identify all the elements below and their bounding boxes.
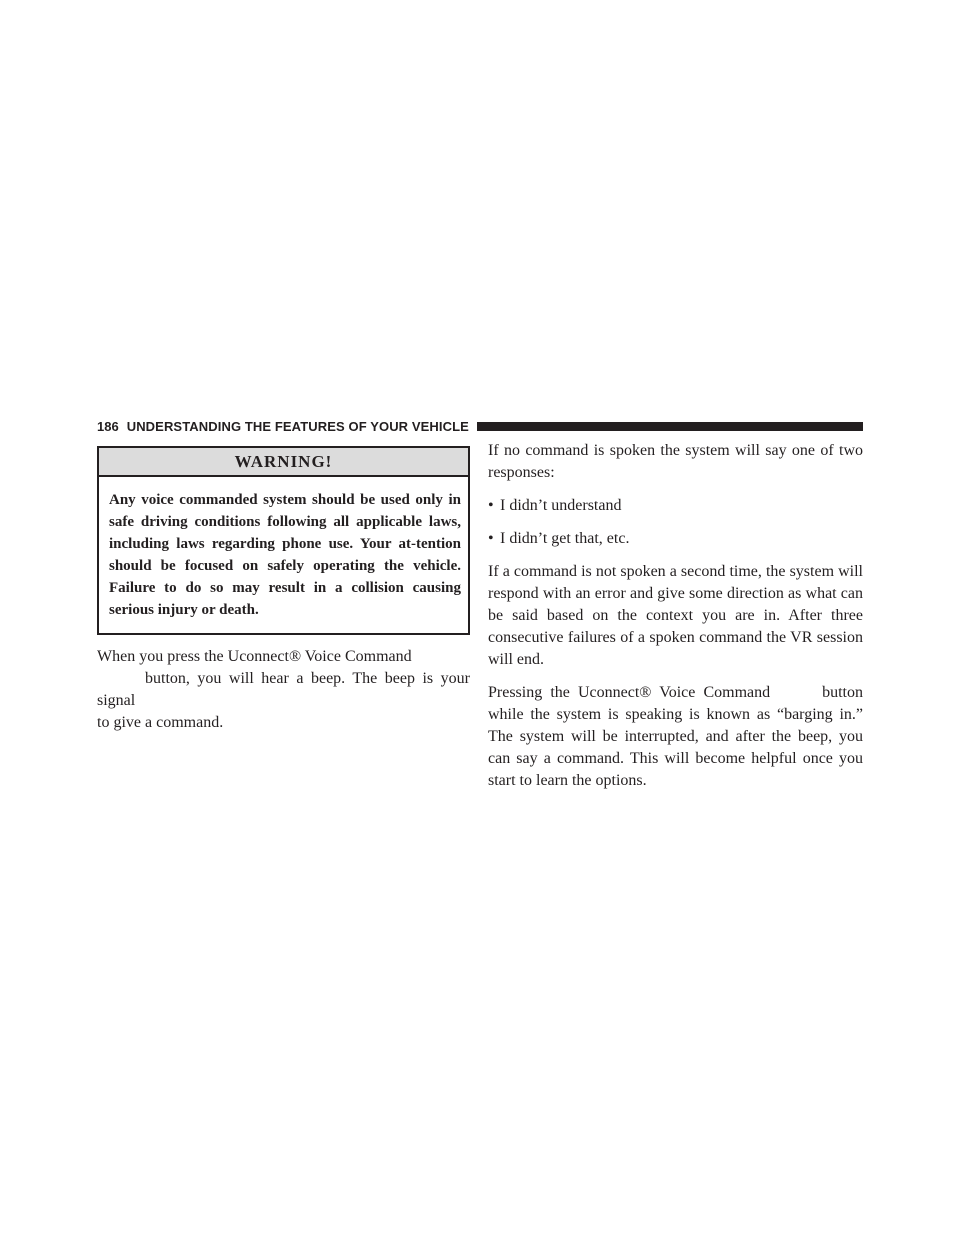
voice-command-paragraph [97,646,470,734]
barging-button-word: button [822,684,863,701]
list-item-text: I didn’t get that, etc. [500,530,630,547]
page-number: 186 [97,418,119,434]
paragraph-line-1: When you press the Uconnect® Voice Command [97,648,412,665]
warning-body: Any voice commanded system should be used only in safe driving conditions following all applicable laws, including laws regarding phone use. Your at-tention should be focused on safely operating the vehicle. Failure to do so may result in a collision causing serious injury or death. [109,492,461,618]
right-column [488,440,863,792]
page-header [97,415,863,437]
barging-paragraph [488,682,863,792]
warning-title: WARNING! [99,448,468,477]
barging-start: Pressing the Uconnect® Voice Command [488,684,771,701]
paragraph-line-2: button, you will hear a beep. The beep is your signal [97,670,470,709]
warning-box [97,446,470,635]
left-column [97,446,470,734]
bullet-icon: • [488,497,494,514]
list-item [488,528,863,550]
header-rule [477,422,863,431]
error-paragraph: If a command is not spoken a second time, the system will respond with an error and give some direction as what can be said based on the context you are in. After three consecutive failures of a spoken command the VR session will end. [488,563,863,668]
bullet-icon: • [488,530,494,547]
paragraph-line-3: to give a command. [97,714,224,731]
list-item-text: I didn’t understand [500,497,622,514]
responses-intro: If no command is spoken the system will say one of two responses: [488,442,863,481]
list-item [488,495,863,517]
barging-rest: while the system is speaking is known as “barging in.” The system will be interrupted, and after the beep, you can say a command. This will become helpful once you start to learn the options. [488,706,863,789]
section-title: UNDERSTANDING THE FEATURES OF YOUR VEHICLE [126,418,469,434]
